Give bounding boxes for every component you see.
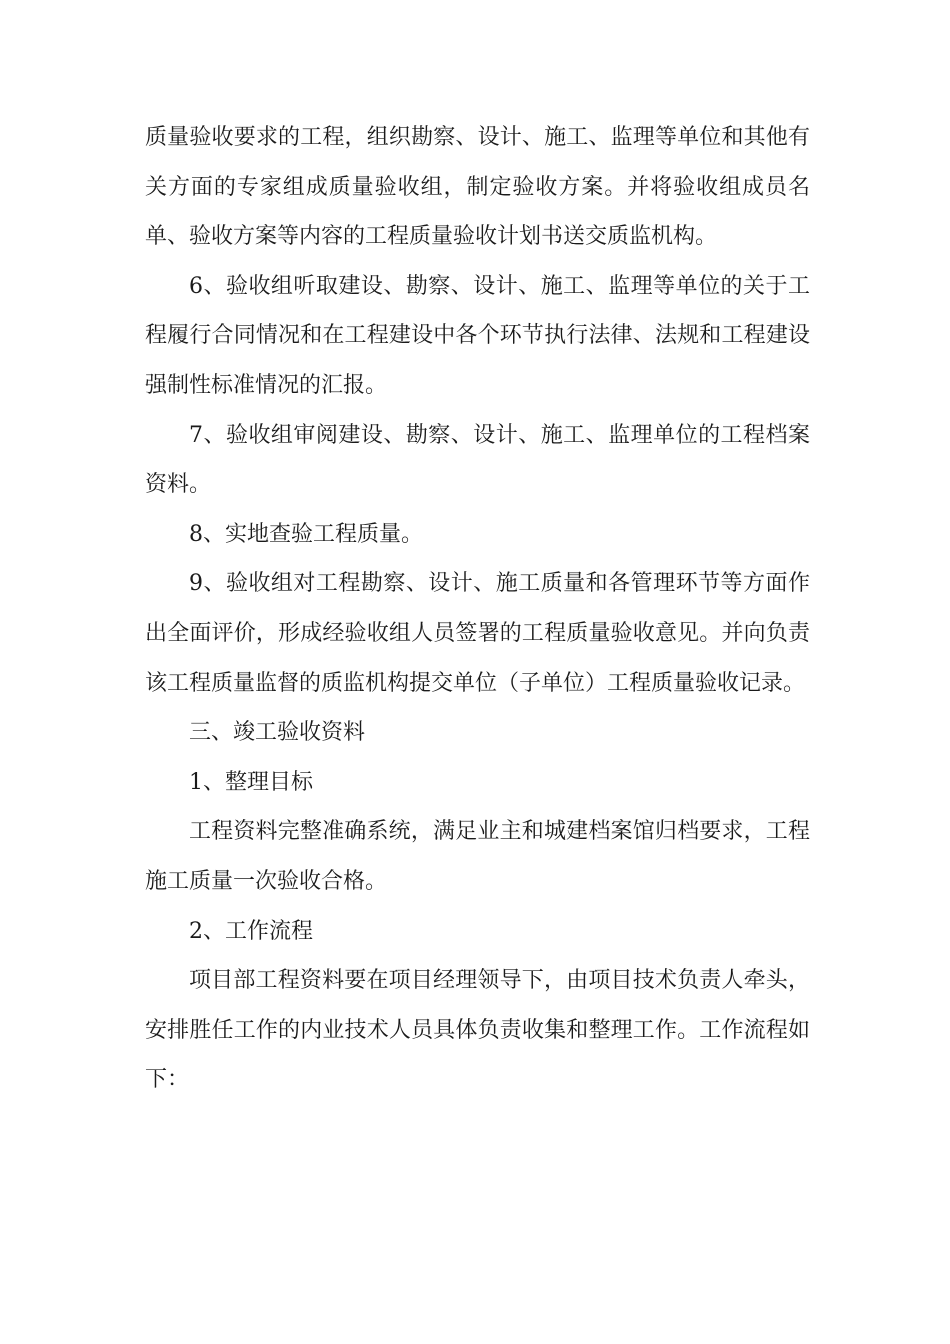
paragraph-item-9: 9、验收组对工程勘察、设计、施工质量和各管理环节等方面作出全面评价，形成经验收组人员签署的工程质量验收意见。并向负责该工程质量监督的质监机构提交单位（子单位）工程质量验收记录。	[145, 571, 810, 696]
paragraph-workflow: 项目部工程资料要在项目经理领导下，由项目技术负责人牵头，安排胜任工作的内业技术人员具体负责收集和整理工作。工作流程如下：	[145, 968, 810, 1093]
document-body	[145, 113, 810, 1105]
section-heading-3: 三、竣工验收资料	[189, 720, 366, 746]
paragraph-item-7: 7、验收组审阅建设、勘察、设计、施工、监理单位的工程档案资料。	[145, 422, 810, 498]
subheading-1: 1、整理目标	[189, 769, 313, 795]
paragraph-continuation: 质量验收要求的工程，组织勘察、设计、施工、监理等单位和其他有关方面的专家组成质量验收组，制定验收方案。并将验收组成员名单、验收方案等内容的工程质量验收计划书送交质监机构。	[145, 125, 810, 250]
paragraph-item-8: 8、实地查验工程质量。	[189, 521, 423, 547]
subheading-2: 2、工作流程	[189, 918, 313, 944]
paragraph-item-6: 6、验收组听取建设、勘察、设计、施工、监理等单位的关于工程履行合同情况和在工程建设中各个环节执行法律、法规和工程建设强制性标准情况的汇报。	[145, 273, 810, 398]
paragraph-goal: 工程资料完整准确系统，满足业主和城建档案馆归档要求，工程施工质量一次验收合格。	[145, 819, 810, 894]
